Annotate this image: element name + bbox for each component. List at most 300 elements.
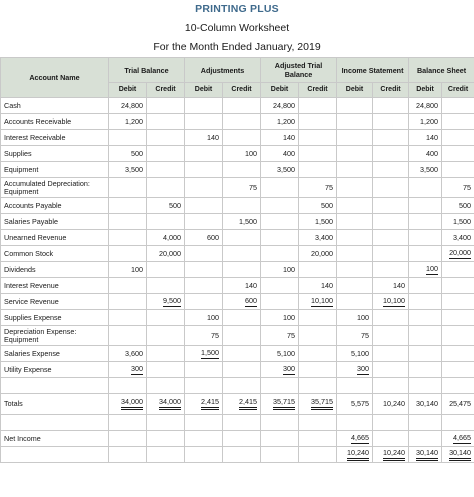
account-name-cell: Accumulated Depreciation: Equipment <box>1 178 109 198</box>
debit-cell <box>337 326 373 346</box>
credit-cell <box>442 362 474 378</box>
credit-cell <box>442 310 474 326</box>
debit-cell <box>337 246 373 262</box>
credit-cell <box>147 230 185 246</box>
credit-cell <box>299 346 337 362</box>
credit-cell <box>147 98 185 114</box>
credit-cell <box>147 447 185 463</box>
amount-value: 10,240 <box>347 449 369 461</box>
credit-cell <box>299 362 337 378</box>
debit-cell <box>409 246 442 262</box>
amount-value: 30,140 <box>416 449 438 461</box>
debit-cell <box>261 146 299 162</box>
debit-cell <box>185 198 223 214</box>
debit-cell <box>409 146 442 162</box>
amount-value: 2,415 <box>239 398 257 410</box>
credit-cell <box>223 262 261 278</box>
amount-value: 140 <box>245 280 258 290</box>
amount-value: 75 <box>287 330 296 340</box>
company-title: PRINTING PLUS <box>195 3 279 15</box>
credit-cell <box>147 178 185 198</box>
amount-value: 140 <box>207 132 220 142</box>
debit-header: Debit <box>409 83 442 98</box>
credit-cell <box>147 130 185 146</box>
amount-value: 10,100 <box>311 295 334 305</box>
amount-value: 140 <box>283 132 296 142</box>
amount-value: 140 <box>393 280 406 290</box>
debit-cell <box>337 447 373 463</box>
credit-cell <box>147 415 185 431</box>
credit-cell <box>223 415 261 431</box>
adjusted-trial-balance-header: Adjusted Trial Balance <box>261 58 337 83</box>
credit-cell <box>147 294 185 310</box>
credit-cell <box>147 198 185 214</box>
amount-value: 300 <box>357 363 370 373</box>
credit-cell <box>373 214 409 230</box>
credit-cell <box>299 230 337 246</box>
credit-cell <box>147 326 185 346</box>
debit-cell <box>409 326 442 346</box>
worksheet-subtitle: 10-Column Worksheet <box>184 22 290 34</box>
amount-value: 24,800 <box>273 100 296 110</box>
debit-cell <box>185 214 223 230</box>
account-name-cell: Interest Receivable <box>1 130 109 146</box>
credit-cell <box>442 246 474 262</box>
debit-cell <box>109 230 147 246</box>
debit-cell <box>261 246 299 262</box>
debit-cell <box>185 415 223 431</box>
debit-cell <box>261 162 299 178</box>
debit-cell <box>185 294 223 310</box>
debit-cell <box>409 198 442 214</box>
credit-cell <box>147 162 185 178</box>
debit-cell <box>185 378 223 394</box>
table-row <box>1 362 474 378</box>
debit-cell <box>185 178 223 198</box>
credit-cell <box>147 346 185 362</box>
amount-value: 140 <box>321 280 334 290</box>
account-name-cell: Supplies Expense <box>1 310 109 326</box>
debit-cell <box>261 326 299 346</box>
amount-value: 100 <box>357 312 370 322</box>
debit-cell <box>409 431 442 447</box>
amount-value: 75 <box>361 330 370 340</box>
account-name-cell: Supplies <box>1 146 109 162</box>
debit-cell <box>409 394 442 415</box>
debit-cell <box>185 346 223 362</box>
amount-value: 100 <box>283 312 296 322</box>
amount-value: 2,415 <box>201 398 219 410</box>
amount-value: 100 <box>426 263 439 273</box>
debit-header: Debit <box>109 83 147 98</box>
debit-header: Debit <box>185 83 223 98</box>
credit-cell <box>147 214 185 230</box>
credit-cell <box>299 310 337 326</box>
debit-cell <box>337 431 373 447</box>
amount-value: 3,400 <box>315 232 334 242</box>
credit-cell <box>299 178 337 198</box>
table-row <box>1 346 474 362</box>
credit-cell <box>442 114 474 130</box>
table-row <box>1 114 474 130</box>
credit-cell <box>442 278 474 294</box>
credit-cell <box>299 146 337 162</box>
credit-cell <box>442 146 474 162</box>
balance-sheet-header: Balance Sheet <box>409 58 474 83</box>
credit-cell <box>299 246 337 262</box>
debit-cell <box>109 431 147 447</box>
credit-header: Credit <box>223 83 261 98</box>
table-row <box>1 326 474 346</box>
debit-cell <box>337 362 373 378</box>
amount-value: 10,240 <box>383 399 406 408</box>
debit-cell <box>109 378 147 394</box>
credit-cell <box>299 114 337 130</box>
amount-value: 600 <box>207 232 220 242</box>
debit-cell <box>409 130 442 146</box>
debit-cell <box>337 278 373 294</box>
table-row <box>1 98 474 114</box>
debit-cell <box>261 262 299 278</box>
credit-cell <box>223 278 261 294</box>
debit-cell <box>185 394 223 415</box>
debit-cell <box>185 431 223 447</box>
amount-value: 3,500 <box>277 164 296 174</box>
credit-cell <box>373 198 409 214</box>
amount-value: 1,500 <box>239 216 258 226</box>
credit-cell <box>223 326 261 346</box>
debit-cell <box>109 162 147 178</box>
debit-cell <box>409 214 442 230</box>
amount-value: 600 <box>245 295 258 305</box>
account-name-cell <box>1 378 109 394</box>
debit-cell <box>409 346 442 362</box>
amount-value: 30,140 <box>449 449 471 461</box>
debit-cell <box>261 114 299 130</box>
debit-cell <box>261 130 299 146</box>
debit-cell <box>109 278 147 294</box>
debit-cell <box>337 294 373 310</box>
credit-cell <box>373 262 409 278</box>
credit-cell <box>223 246 261 262</box>
table-row <box>1 162 474 178</box>
credit-cell <box>147 378 185 394</box>
credit-header: Credit <box>442 83 474 98</box>
spacer-row <box>1 415 474 431</box>
credit-cell <box>299 130 337 146</box>
credit-cell <box>373 394 409 415</box>
credit-cell <box>373 278 409 294</box>
credit-cell <box>223 310 261 326</box>
amount-value: 1,500 <box>315 216 334 226</box>
amount-value: 100 <box>283 264 296 274</box>
amount-value: 5,100 <box>277 348 296 358</box>
table-row <box>1 146 474 162</box>
debit-cell <box>337 98 373 114</box>
debit-header: Debit <box>337 83 373 98</box>
debit-cell <box>337 230 373 246</box>
debit-cell <box>337 378 373 394</box>
table-row <box>1 178 474 198</box>
credit-cell <box>373 447 409 463</box>
debit-cell <box>261 230 299 246</box>
amount-value: 400 <box>426 148 439 158</box>
credit-cell <box>442 162 474 178</box>
amount-value: 4,665 <box>453 432 472 442</box>
amount-value: 1,500 <box>201 347 220 357</box>
totals-row <box>1 394 474 415</box>
credit-cell <box>373 178 409 198</box>
debit-cell <box>185 246 223 262</box>
account-name-cell: Depreciation Expense: Equipment <box>1 326 109 346</box>
credit-cell <box>223 114 261 130</box>
adjustments-header: Adjustments <box>185 58 261 83</box>
period-title: For the Month Ended January, 2019 <box>153 41 321 53</box>
credit-cell <box>299 447 337 463</box>
credit-cell <box>223 146 261 162</box>
amount-value: 500 <box>459 200 472 210</box>
amount-value: 1,200 <box>277 116 296 126</box>
amount-value: 3,500 <box>125 164 143 174</box>
credit-cell <box>373 114 409 130</box>
debit-cell <box>109 98 147 114</box>
table-row <box>1 262 474 278</box>
table-row <box>1 130 474 146</box>
debit-cell <box>409 230 442 246</box>
amount-value: 25,475 <box>449 399 472 408</box>
account-name-cell: Interest Revenue <box>1 278 109 294</box>
debit-cell <box>185 447 223 463</box>
debit-cell <box>261 214 299 230</box>
credit-cell <box>299 278 337 294</box>
debit-cell <box>261 178 299 198</box>
credit-cell <box>223 431 261 447</box>
debit-cell <box>185 262 223 278</box>
credit-cell <box>373 415 409 431</box>
debit-cell <box>185 362 223 378</box>
debit-cell <box>185 146 223 162</box>
account-name-cell <box>1 415 109 431</box>
debit-cell <box>409 447 442 463</box>
credit-cell <box>442 394 474 415</box>
amount-value: 75 <box>211 330 220 340</box>
debit-cell <box>337 262 373 278</box>
amount-value: 300 <box>131 363 143 373</box>
credit-cell <box>442 198 474 214</box>
credit-header: Credit <box>299 83 337 98</box>
amount-value: 5,100 <box>351 348 370 358</box>
trial-balance-header: Trial Balance <box>109 58 185 83</box>
credit-cell <box>299 415 337 431</box>
amount-value: 1,500 <box>453 216 472 226</box>
amount-value: 1,200 <box>125 116 143 126</box>
debit-cell <box>409 114 442 130</box>
amount-value: 140 <box>426 132 439 142</box>
debit-cell <box>409 310 442 326</box>
credit-cell <box>373 130 409 146</box>
amount-value: 100 <box>131 264 143 274</box>
credit-cell <box>299 394 337 415</box>
debit-cell <box>337 310 373 326</box>
amount-value: 75 <box>325 182 334 192</box>
amount-value: 24,800 <box>121 100 143 110</box>
table-row <box>1 246 474 262</box>
amount-value: 100 <box>245 148 258 158</box>
credit-cell <box>442 294 474 310</box>
amount-value: 9,500 <box>163 295 182 305</box>
amount-value: 400 <box>283 148 296 158</box>
credit-cell <box>223 378 261 394</box>
account-name-header: Account Name <box>1 58 109 98</box>
debit-cell <box>109 394 147 415</box>
credit-cell <box>442 130 474 146</box>
account-name-cell: Dividends <box>1 262 109 278</box>
debit-cell <box>409 262 442 278</box>
credit-cell <box>223 447 261 463</box>
debit-cell <box>261 431 299 447</box>
credit-cell <box>223 98 261 114</box>
account-name-cell: Accounts Payable <box>1 198 109 214</box>
debit-cell <box>109 130 147 146</box>
amount-value: 20,000 <box>311 248 334 258</box>
debit-cell <box>337 198 373 214</box>
credit-cell <box>299 262 337 278</box>
spacer-row <box>1 378 474 394</box>
debit-cell <box>409 278 442 294</box>
debit-cell <box>185 310 223 326</box>
credit-cell <box>442 431 474 447</box>
debit-cell <box>337 346 373 362</box>
table-row <box>1 447 474 463</box>
account-name-cell: Equipment <box>1 162 109 178</box>
debit-cell <box>261 362 299 378</box>
credit-cell <box>442 98 474 114</box>
credit-cell <box>373 294 409 310</box>
credit-cell <box>147 431 185 447</box>
debit-cell <box>109 346 147 362</box>
income-statement-header: Income Statement <box>337 58 409 83</box>
credit-cell <box>147 262 185 278</box>
account-name-cell: Utility Expense <box>1 362 109 378</box>
credit-cell <box>442 447 474 463</box>
debit-cell <box>409 98 442 114</box>
credit-cell <box>223 230 261 246</box>
debit-cell <box>109 326 147 346</box>
credit-cell <box>223 130 261 146</box>
debit-cell <box>261 294 299 310</box>
table-row <box>1 214 474 230</box>
worksheet-titles <box>0 0 474 57</box>
debit-cell <box>409 362 442 378</box>
debit-cell <box>261 447 299 463</box>
debit-cell <box>409 178 442 198</box>
amount-value: 500 <box>321 200 334 210</box>
amount-value: 3,400 <box>453 232 472 242</box>
credit-cell <box>223 394 261 415</box>
amount-value: 300 <box>283 363 296 373</box>
amount-value: 75 <box>249 182 258 192</box>
amount-value: 34,000 <box>159 398 181 410</box>
debit-cell <box>337 178 373 198</box>
account-name-cell: Unearned Revenue <box>1 230 109 246</box>
debit-cell <box>185 162 223 178</box>
debit-cell <box>109 246 147 262</box>
credit-cell <box>223 362 261 378</box>
amount-value: 30,140 <box>416 399 439 408</box>
amount-value: 24,800 <box>416 100 439 110</box>
debit-cell <box>337 162 373 178</box>
debit-cell <box>261 310 299 326</box>
amount-value: 3,500 <box>420 164 439 174</box>
amount-value: 10,100 <box>383 295 406 305</box>
table-row <box>1 198 474 214</box>
amount-value: 75 <box>463 182 472 192</box>
debit-cell <box>261 98 299 114</box>
amount-value: 20,000 <box>159 248 182 258</box>
credit-cell <box>442 378 474 394</box>
amount-value: 34,000 <box>121 398 143 410</box>
amount-value: 4,000 <box>163 232 182 242</box>
credit-cell <box>147 246 185 262</box>
credit-cell <box>147 146 185 162</box>
credit-cell <box>442 415 474 431</box>
credit-header: Credit <box>373 83 409 98</box>
account-name-cell: Salaries Payable <box>1 214 109 230</box>
account-name-cell: Cash <box>1 98 109 114</box>
credit-cell <box>373 146 409 162</box>
debit-cell <box>109 447 147 463</box>
credit-cell <box>299 198 337 214</box>
credit-cell <box>373 230 409 246</box>
credit-cell <box>373 246 409 262</box>
amount-value: 35,715 <box>273 398 295 410</box>
debit-cell <box>337 130 373 146</box>
credit-cell <box>299 431 337 447</box>
debit-cell <box>185 230 223 246</box>
table-row <box>1 230 474 246</box>
credit-cell <box>223 162 261 178</box>
debit-cell <box>337 214 373 230</box>
debit-cell <box>409 294 442 310</box>
debit-cell <box>109 415 147 431</box>
debit-cell <box>261 346 299 362</box>
debit-cell <box>409 415 442 431</box>
amount-value: 10,240 <box>383 449 405 461</box>
credit-cell <box>147 114 185 130</box>
worksheet-table <box>0 57 474 463</box>
credit-cell <box>299 378 337 394</box>
debit-cell <box>261 278 299 294</box>
debit-header: Debit <box>261 83 299 98</box>
credit-cell <box>223 178 261 198</box>
amount-value: 5,575 <box>351 399 370 408</box>
debit-cell <box>109 362 147 378</box>
credit-cell <box>299 98 337 114</box>
debit-cell <box>409 378 442 394</box>
credit-cell <box>373 326 409 346</box>
credit-cell <box>442 214 474 230</box>
debit-cell <box>185 114 223 130</box>
header-row-groups <box>1 58 474 83</box>
credit-cell <box>147 278 185 294</box>
credit-cell <box>373 162 409 178</box>
table-row <box>1 278 474 294</box>
credit-cell <box>223 214 261 230</box>
amount-value: 1,200 <box>420 116 439 126</box>
amount-value: 35,715 <box>311 398 333 410</box>
account-name-cell: Common Stock <box>1 246 109 262</box>
account-name-cell: Salaries Expense <box>1 346 109 362</box>
